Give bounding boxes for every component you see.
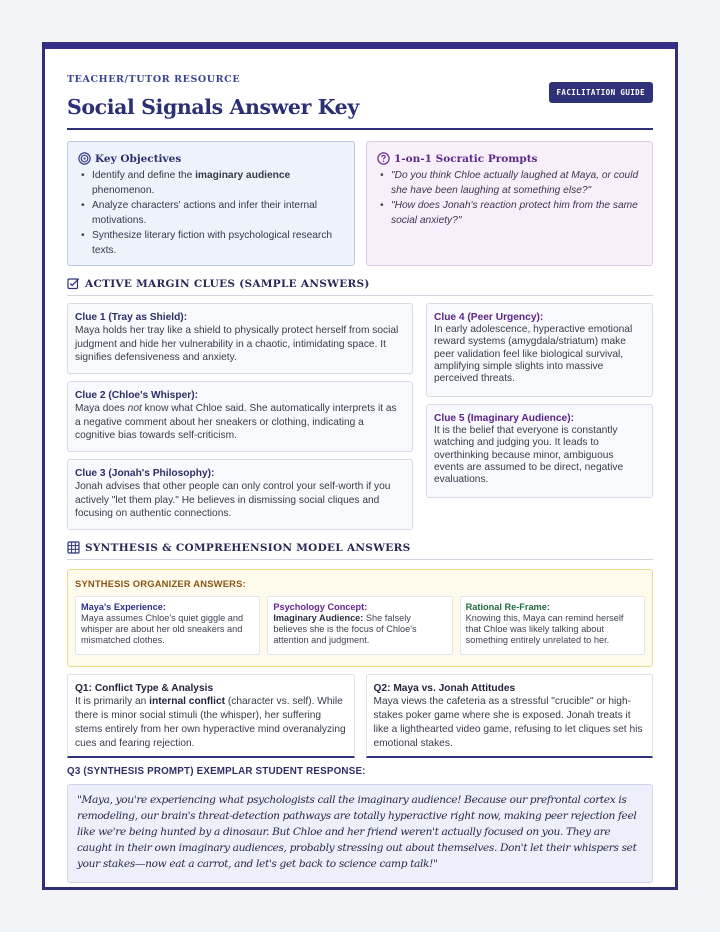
key-objectives-heading [78,152,344,165]
facilitation-guide-badge: FACILITATION GUIDE [549,82,653,103]
organizer-card-body: Imaginary Audience: She falsely believes she is the focus of Chloe's attention and judgment. [273,613,417,646]
organizer-card-experience [75,596,260,655]
clues-left-column [67,303,413,537]
clues-section-title: ACTIVE MARGIN CLUES (SAMPLE ANSWERS) [85,277,370,290]
organizer-card-title: Psychology Concept: [273,602,368,612]
q1-answer-box [67,674,355,758]
top-row [67,141,653,266]
target-icon [78,152,91,165]
checkbox-pencil-icon [67,277,80,290]
margin-clues [67,303,653,537]
socratic-prompts-heading [377,152,642,165]
clues-section-heading [67,277,653,290]
clue-body: Maya holds her tray like a shield to physically protect herself from social judgment and hide her vulnerability in a chaotic, intimidating space. It signifies defensiveness and anxiety. [75,325,399,364]
objective-item: • Synthesize literary fiction with psychological research texts. [78,229,344,258]
socratic-prompts-box [366,141,653,266]
clue-body: Maya does not know what Chloe said. She automatically interprets it as a negative comment about her sneakers or clothing, indicating a cognitive bias towards self-criticism. [75,403,397,442]
key-objectives-box [67,141,355,266]
organizer-card-body: Knowing this, Maya can remind herself that Chloe was likely talking about something entirely unrelated to her. [465,613,624,646]
organizer-card-body: Maya assumes Chloe's quiet giggle and whisper are about her old sneakers and mismatched clothes. [81,613,244,646]
clue-card [426,303,653,397]
clues-right-column [426,303,653,537]
objectives-list [78,169,344,258]
answer-key-page [42,42,678,890]
section-divider [67,559,653,560]
grid-table-icon [67,541,80,554]
q1-body: It is primarily an internal conflict (character vs. self). While there is minor social stimuli (the whisper), her suffering stems entirely from her own hyperactive mind overanalyzing cues and fearing rejection. [75,696,346,750]
clue-card [426,404,653,498]
key-objectives-title: Key Objectives [95,152,182,165]
clue-card [67,303,413,374]
q3-heading: Q3 (SYNTHESIS PROMPT) EXEMPLAR STUDENT RESPONSE: [67,766,366,777]
clue-card [67,381,413,452]
clue-title: Clue 5 (Imaginary Audience): [434,413,575,424]
section-divider [67,295,653,296]
objective-item: • Analyze characters' actions and infer their internal motivations. [78,199,344,228]
organizer-heading: SYNTHESIS ORGANIZER ANSWERS: [75,578,246,589]
organizer-card-title: Maya's Experience: [81,602,166,612]
synthesis-organizer [67,569,653,667]
clue-title: Clue 2 (Chloe's Whisper): [75,390,198,401]
title-divider [67,128,653,130]
clue-card [67,459,413,530]
organizer-card-concept [267,596,452,655]
clue-title: Clue 4 (Peer Urgency): [434,312,544,323]
synthesis-section-heading [67,541,653,554]
clue-body: Jonah advises that other people can only control your self-worth if you actively "let them play." He believes in dismissing social cliques and focusing on authentic connections. [75,481,391,520]
objective-item: • Identify and define the imaginary audience phenomenon. [78,169,344,198]
organizer-card-reframe [460,596,645,655]
synthesis-section-title: SYNTHESIS & COMPREHENSION MODEL ANSWERS [85,541,411,554]
clue-body: In early adolescence, hyperactive emotional reward systems (amygdala/striatum) make peer validation feel like biological survival, amplifying simple slights into massive perceived threats. [434,324,633,385]
question-circle-icon [377,152,390,165]
clue-body: It is the belief that everyone is constantly watching and judging you. It leads to overthinking because minor, ambiguous events are assumed to be direct, negative evaluations. [434,425,624,486]
organizer-card-title: Rational Re-Frame: [465,602,550,612]
q2-body: Maya views the cafeteria as a stressful "crucible" or high-stakes poker game where she is exposed. Jonah treats it like a lighthearted video game, refusing to let cliques set his emotional stakes. [373,696,643,750]
q2-answer-box [366,674,654,758]
prompts-list [377,169,642,228]
question-answers [67,674,653,758]
prompt-item: • "How does Jonah's reaction protect him from the same social anxiety?" [377,199,642,228]
page-title: Social Signals Answer Key [67,95,359,119]
q2-title: Q2: Maya vs. Jonah Attitudes [373,683,516,694]
exemplar-response-quote: "Maya, you're experiencing what psychologists call the imaginary audience! Because our prefrontal cortex is remodeling, our brain's threat-detection pathways are totally hyperactive right now, making peer rejection feel like we're being hunted by a dinosaur. But Chloe and her friend weren't actually focused on you. They are caught in their own imaginary audiences, probably stressing out about themselves. Don't let their whispers set your stakes—now eat a carrot, and let's get back to science camp talk!" [67,784,653,883]
clue-title: Clue 1 (Tray as Shield): [75,312,188,323]
q1-title: Q1: Conflict Type & Analysis [75,683,214,694]
eyebrow-label: TEACHER/TUTOR RESOURCE [67,74,241,85]
clue-title: Clue 3 (Jonah's Philosophy): [75,468,215,479]
organizer-cards [75,596,645,655]
prompt-item: • "Do you think Chloe actually laughed at Maya, or could she have been laughing at something else?" [377,169,642,198]
socratic-prompts-title: 1-on-1 Socratic Prompts [394,152,538,165]
